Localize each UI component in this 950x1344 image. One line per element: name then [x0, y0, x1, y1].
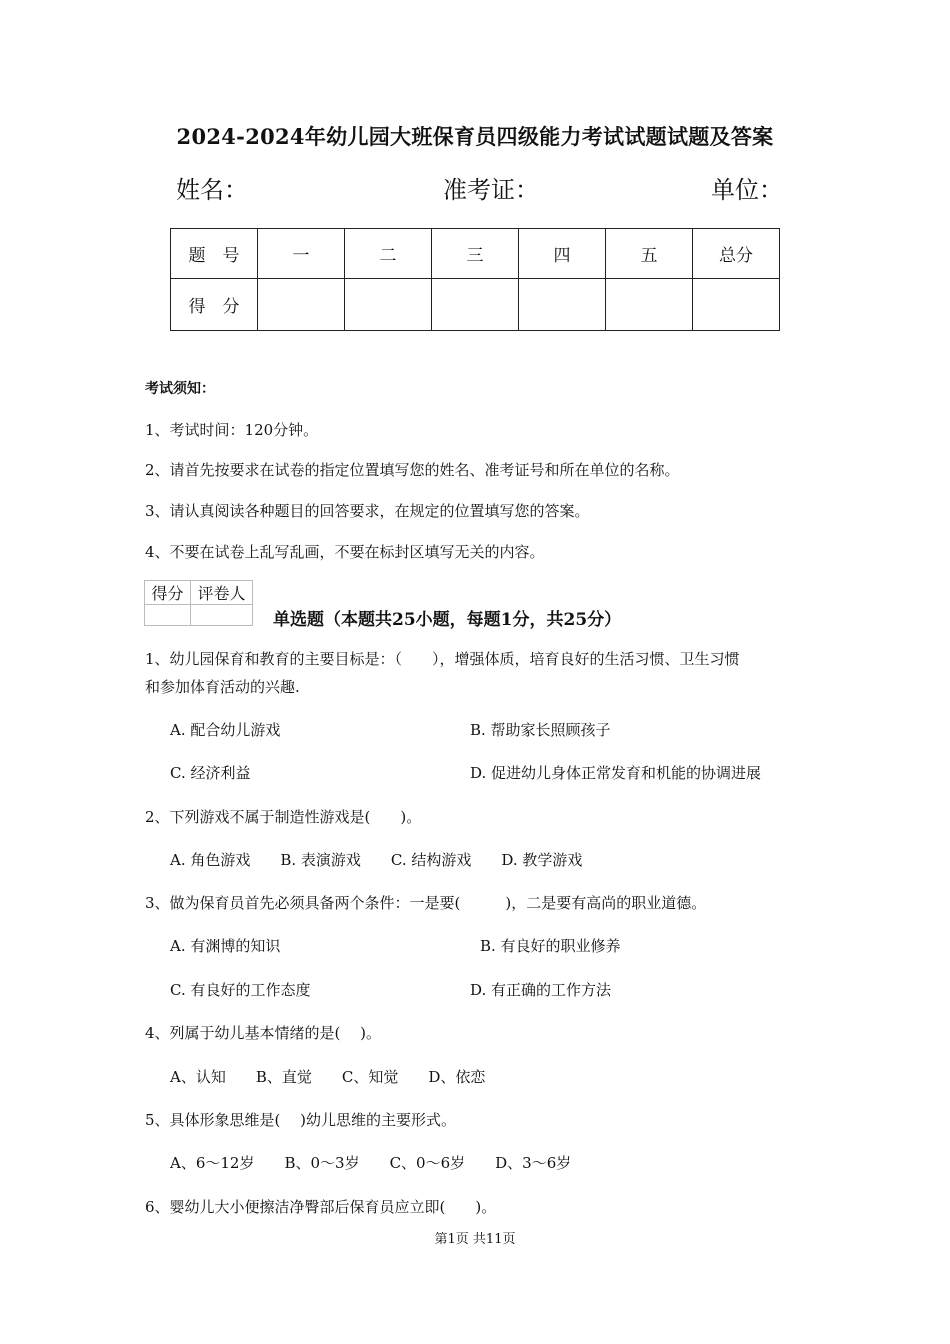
question-4-stem: 4、列属于幼儿基本情绪的是( )。	[145, 1024, 382, 1042]
question-1-option-d[interactable]: D. 促进幼儿身体正常发育和机能的协调进展	[470, 764, 762, 782]
grader-name-cell[interactable]	[191, 605, 253, 626]
notice-item: 4、不要在试卷上乱写乱画，不要在标封区填写无关的内容。	[145, 543, 545, 561]
section-heading: 单选题（本题共25小题，每题1分，共25分）	[273, 610, 622, 630]
document-title: 2024-2024年幼儿园大班保育员四级能力考试试题试题及答案	[176, 124, 774, 149]
grader-box	[144, 580, 253, 626]
score-table-header-cell: 题 号	[171, 229, 258, 279]
score-table-header-cell: 一	[258, 229, 345, 279]
score-table-header-cell: 五	[606, 229, 693, 279]
question-3-option-b[interactable]: B. 有良好的职业修养	[480, 937, 621, 955]
score-table-score-row	[171, 279, 780, 331]
question-1-option-c[interactable]: C. 经济利益	[170, 764, 251, 782]
question-1-option-b[interactable]: B. 帮助家长照顾孩子	[470, 721, 611, 739]
grader-score-label: 得分	[145, 581, 191, 605]
question-6-stem: 6、婴幼儿大小便擦洁净臀部后保育员应立即( )。	[145, 1198, 497, 1216]
exam-id-field-label: 准考证：	[443, 176, 539, 204]
page-footer: 第1页 共11页	[434, 1232, 516, 1247]
notice-heading: 考试须知：	[145, 381, 215, 397]
notice-item: 1、考试时间：120分钟。	[145, 421, 319, 439]
score-table-row-label: 得 分	[171, 279, 258, 331]
score-table-header-cell: 二	[345, 229, 432, 279]
question-3-stem: 3、做为保育员首先必须具备两个条件：一是要( )，二是要有高尚的职业道德。	[145, 894, 707, 912]
question-2-options[interactable]: A. 角色游戏 B. 表演游戏 C. 结构游戏 D. 教学游戏	[170, 851, 583, 869]
question-1-stem: 1、幼儿园保育和教育的主要目标是：（ ），增强体质，培育良好的生活习惯、卫生习惯	[145, 650, 740, 668]
grader-score-cell[interactable]	[145, 605, 191, 626]
score-cell[interactable]	[432, 279, 519, 331]
score-table-header-cell: 三	[432, 229, 519, 279]
question-3-option-a[interactable]: A. 有渊博的知识	[170, 937, 281, 955]
question-1-option-a[interactable]: A. 配合幼儿游戏	[170, 721, 281, 739]
notice-item: 3、请认真阅读各种题目的回答要求，在规定的位置填写您的答案。	[145, 502, 590, 520]
score-table	[170, 228, 780, 331]
question-3-option-d[interactable]: D. 有正确的工作方法	[470, 981, 612, 999]
unit-field-label: 单位：	[711, 176, 783, 204]
question-3-option-c[interactable]: C. 有良好的工作态度	[170, 981, 311, 999]
question-2-stem: 2、下列游戏不属于制造性游戏是( )。	[145, 808, 422, 826]
score-cell[interactable]	[606, 279, 693, 331]
question-5-options[interactable]: A、6～12岁 B、0～3岁 C、0～6岁 D、3～6岁	[170, 1154, 572, 1172]
name-field-label: 姓名：	[176, 176, 248, 204]
question-1-stem-continued: 和参加体育活动的兴趣.	[145, 678, 300, 696]
score-cell[interactable]	[519, 279, 606, 331]
question-5-stem: 5、具体形象思维是( )幼儿思维的主要形式。	[145, 1111, 457, 1129]
score-cell[interactable]	[258, 279, 345, 331]
score-table-header-cell: 总分	[693, 229, 780, 279]
grader-name-label: 评卷人	[191, 581, 253, 605]
question-4-options[interactable]: A、认知 B、直觉 C、知觉 D、依恋	[170, 1068, 486, 1086]
score-cell[interactable]	[693, 279, 780, 331]
notice-item: 2、请首先按要求在试卷的指定位置填写您的姓名、准考证号和所在单位的名称。	[145, 461, 680, 479]
score-table-header-row	[171, 229, 780, 279]
score-cell[interactable]	[345, 279, 432, 331]
score-table-header-cell: 四	[519, 229, 606, 279]
